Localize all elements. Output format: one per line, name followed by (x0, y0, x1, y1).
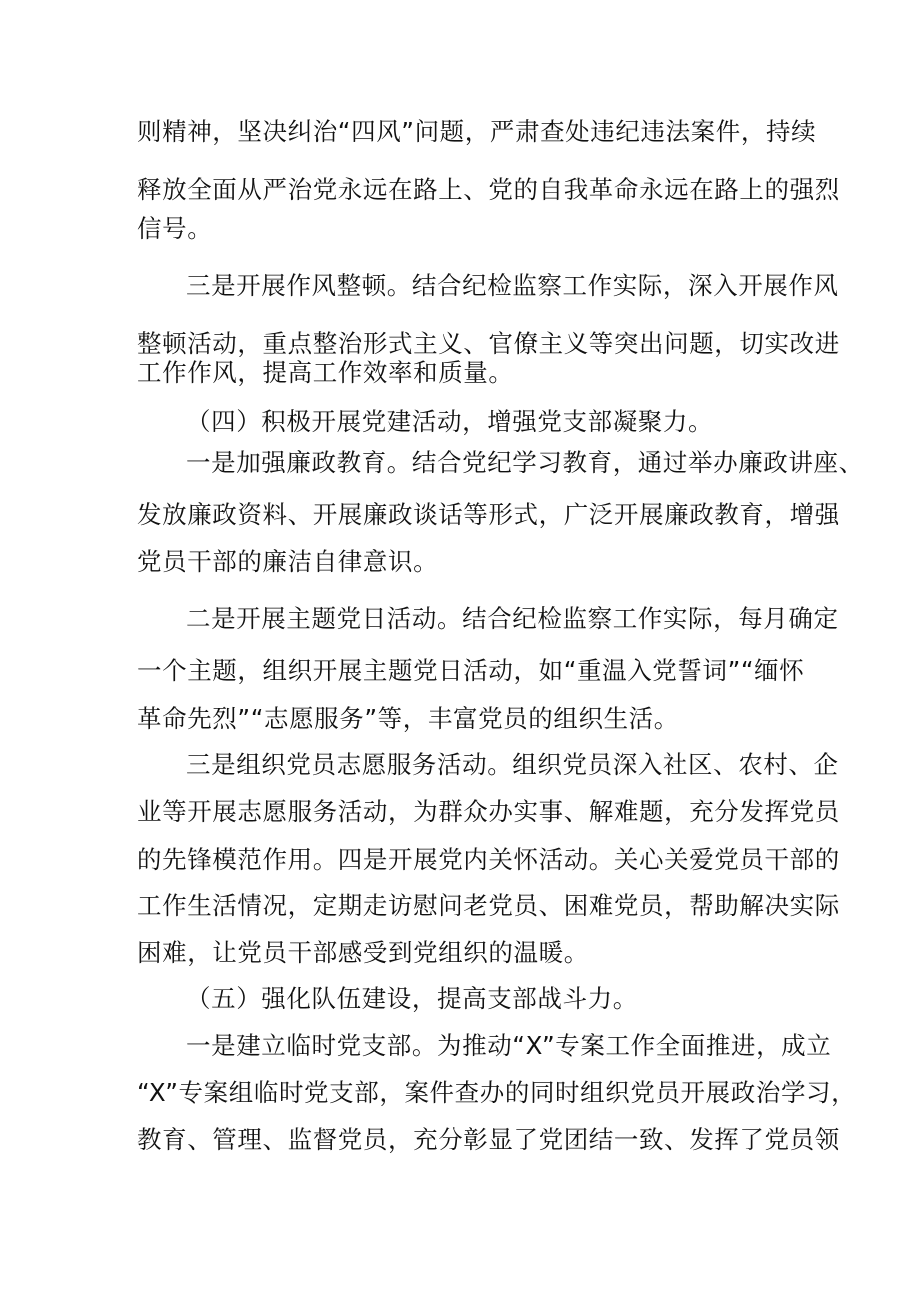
text-line: 革命先烈”“志愿服务”等，丰富党员的组织生活。 (137, 704, 679, 733)
text-line: 整顿活动，重点整治形式主义、官僚主义等突出问题，切实改进 (137, 329, 840, 358)
text-line: 信号。 (137, 214, 213, 243)
text-line: 一是加强廉政教育。结合党纪学习教育，通过举办廉政讲座、 (186, 448, 864, 477)
text-line: 发放廉政资料、开展廉政谈话等形式，广泛开展廉政教育，增强 (137, 500, 840, 529)
text-line: 教育、管理、监督党员，充分彰显了党团结一致、发挥了党员领 (137, 1125, 840, 1154)
text-line: 释放全面从严治党永远在路上、党的自我革命永远在路上的强烈 (137, 175, 840, 204)
text-line: 业等开展志愿服务活动，为群众办实事、解难题，充分发挥党员 (137, 797, 840, 826)
text-line: 工作生活情况，定期走访慰问老党员、困难党员，帮助解决实际 (137, 891, 840, 920)
section-heading: （四）积极开展党建活动，增强党支部凝聚力。 (186, 407, 714, 436)
section-heading: （五）强化队伍建设，提高支部战斗力。 (186, 984, 638, 1013)
text-line: 的先锋模范作用。四是开展党内关怀活动。关心关爱党员干部的 (137, 845, 840, 874)
text-line: 三是开展作风整顿。结合纪检监察工作实际，深入开展作风 (186, 271, 839, 300)
text-line: 困难，让党员干部感受到党组织的温暖。 (137, 938, 589, 967)
text-line: “X”专案组临时党支部，案件查办的同时组织党员开展政治学习， (137, 1078, 857, 1107)
text-line: 党员干部的廉洁自律意识。 (137, 547, 439, 576)
text-line: 一是建立临时党支部。为推动“X”专案工作全面推进，成立 (186, 1031, 832, 1060)
text-line: 三是组织党员志愿服务活动。组织党员深入社区、农村、企 (186, 750, 839, 779)
text-line: 则精神，坚决纠治“四风”问题，严肃查处违纪违法案件，持续 (137, 117, 817, 146)
text-line: 二是开展主题党日活动。结合纪检监察工作实际，每月确定 (186, 604, 839, 633)
text-line: 一个主题，组织开展主题党日活动，如“重温入党誓词”“缅怀 (137, 656, 805, 685)
text-line: 工作作风，提高工作效率和质量。 (137, 358, 514, 387)
